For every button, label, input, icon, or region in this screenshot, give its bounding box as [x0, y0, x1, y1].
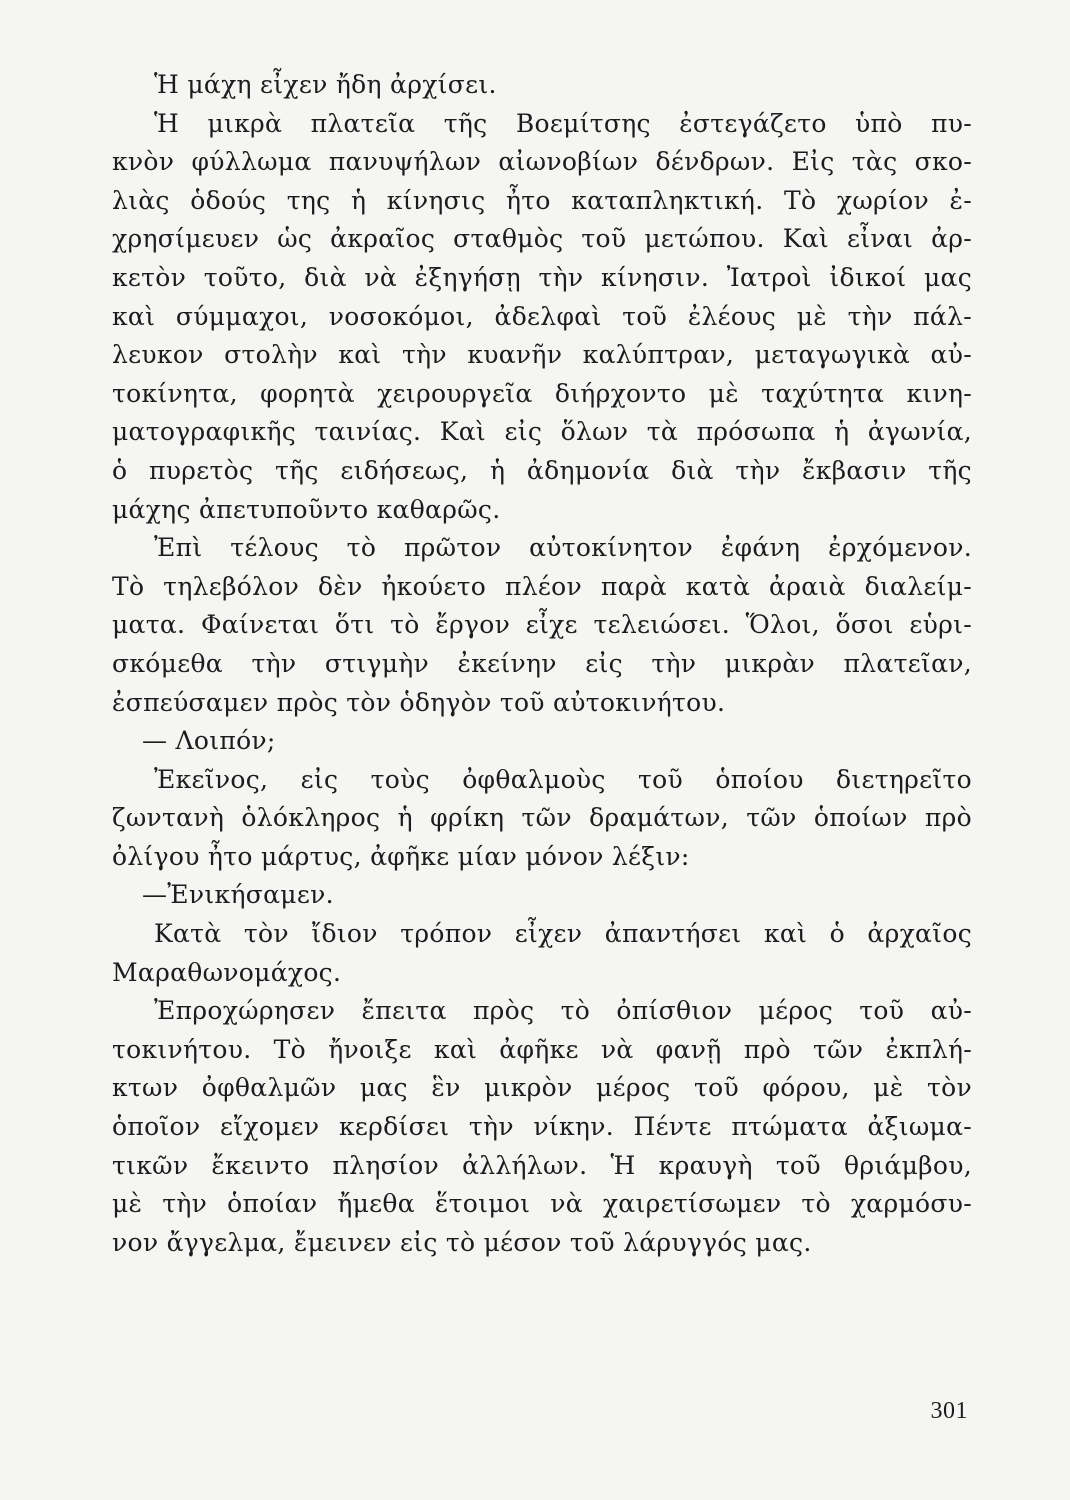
text-line: Ἐκεῖνος, εἰς τοὺς ὀφθαλμοὺς τοῦ ὁποίου διετηρεῖτο [154, 764, 972, 794]
text-line: ἐσπεύσαμεν πρὸς τὸν ὁδηγὸν τοῦ αὐτοκινήτου. [112, 687, 726, 717]
text-line: ὁποῖον εἴχομεν κερδίσει τὴν νίκην. Πέντε πτώματα ἀξιωμα- [112, 1112, 972, 1142]
text-line: Ἐπὶ τέλους τὸ πρῶτον αὐτοκίνητον ἐφάνη ἐρχόμενον. [154, 533, 972, 563]
text-line: νον ἄγγελμα, ἔμεινεν εἰς τὸ μέσον τοῦ λάρυγγός μας. [112, 1227, 812, 1257]
text-line: ὁ πυρετὸς τῆς ειδήσεως, ἡ ἀδημονία διὰ τὴν ἔκβασιν τῆς [112, 455, 972, 485]
text-line: Μαραθωνομάχος. [112, 957, 342, 987]
text-line: σκόμεθα τὴν στιγμὴν ἐκείνην εἰς τὴν μικρὰν πλατεῖαν, [112, 648, 972, 678]
text-line: μὲ τὴν ὁποίαν ἤμεθα ἕτοιμοι νὰ χαιρετίσωμεν τὸ χαρμόσυ- [112, 1189, 972, 1219]
text-line: ὀλίγου ἦτο μάρτυς, ἀφῆκε μίαν μόνον λέξιν: [112, 841, 690, 871]
text-line: λιὰς ὁδούς της ἡ κίνησις ἦτο καταπληκτική. Τὸ χωρίον ἐ- [112, 185, 972, 215]
text-line: κετὸν τοῦτο, διὰ νὰ ἐξηγήσῃ τὴν κίνησιν. Ἰατροὶ ἰδικοί μας [112, 262, 972, 292]
text-line: τοκίνητα, φορητὰ χειρουργεῖα διήρχοντο μὲ ταχύτητα κινη- [112, 378, 972, 408]
text-line: Ἡ μικρὰ πλατεῖα τῆς Βοεμίτσης ἐστεγάζετο ὑπὸ πυ- [154, 108, 972, 138]
text-line: ματογραφικῆς ταινίας. Καὶ εἰς ὅλων τὰ πρόσωπα ἡ ἀγωνία, [112, 417, 972, 447]
body-text [112, 66, 972, 1262]
text-line: —Ἐνικήσαμεν. [142, 880, 334, 910]
text-line: τικῶν ἔκειντο πλησίον ἀλλήλων. Ἡ κραυγὴ τοῦ θριάμβου, [112, 1150, 972, 1180]
text-line: Κατὰ τὸν ἴδιον τρόπον εἶχεν ἀπαντήσει καὶ ὁ ἀρχαῖος [154, 919, 972, 949]
text-line: κτων ὀφθαλμῶν μας ἓν μικρὸν μέρος τοῦ φόρου, μὲ τὸν [112, 1073, 972, 1103]
text-line: κνὸν φύλλωμα πανυψήλων αἰωνοβίων δένδρων. Εἰς τὰς σκο- [112, 147, 972, 177]
text-line: — Λοιπόν; [142, 726, 276, 756]
text-line: ζωντανὴ ὁλόκληρος ἡ φρίκη τῶν δραμάτων, τῶν ὁποίων πρὸ [112, 803, 972, 833]
page-number: 301 [930, 1398, 968, 1424]
text-line: χρησίμευεν ὡς ἀκραῖος σταθμὸς τοῦ μετώπου. Καὶ εἶναι ἀρ- [112, 224, 972, 254]
text-line: Ἐπροχώρησεν ἔπειτα πρὸς τὸ ὀπίσθιον μέρος τοῦ αὐ- [154, 996, 972, 1026]
text-line: ματα. Φαίνεται ὅτι τὸ ἔργον εἶχε τελειώσει. Ὅλοι, ὅσοι εὑρι- [112, 610, 972, 640]
text-line: Ἡ μάχη εἶχεν ἤδη ἀρχίσει. [154, 70, 497, 99]
text-line: λευκον στολὴν καὶ τὴν κυανῆν καλύπτραν, μεταγωγικὰ αὐ- [112, 340, 972, 370]
text-line: Τὸ τηλεβόλον δὲν ἠκούετο πλέον παρὰ κατὰ ἀραιὰ διαλείμ- [112, 571, 972, 601]
text-line: μάχης ἀπετυποῦντο καθαρῶς. [112, 494, 501, 524]
text-line: τοκινήτου. Τὸ ἤνοιξε καὶ ἀφῆκε νὰ φανῇ πρὸ τῶν ἐκπλή- [112, 1034, 972, 1064]
text-line: καὶ σύμμαχοι, νοσοκόμοι, ἀδελφαὶ τοῦ ἐλέους μὲ τὴν πάλ- [112, 301, 972, 331]
